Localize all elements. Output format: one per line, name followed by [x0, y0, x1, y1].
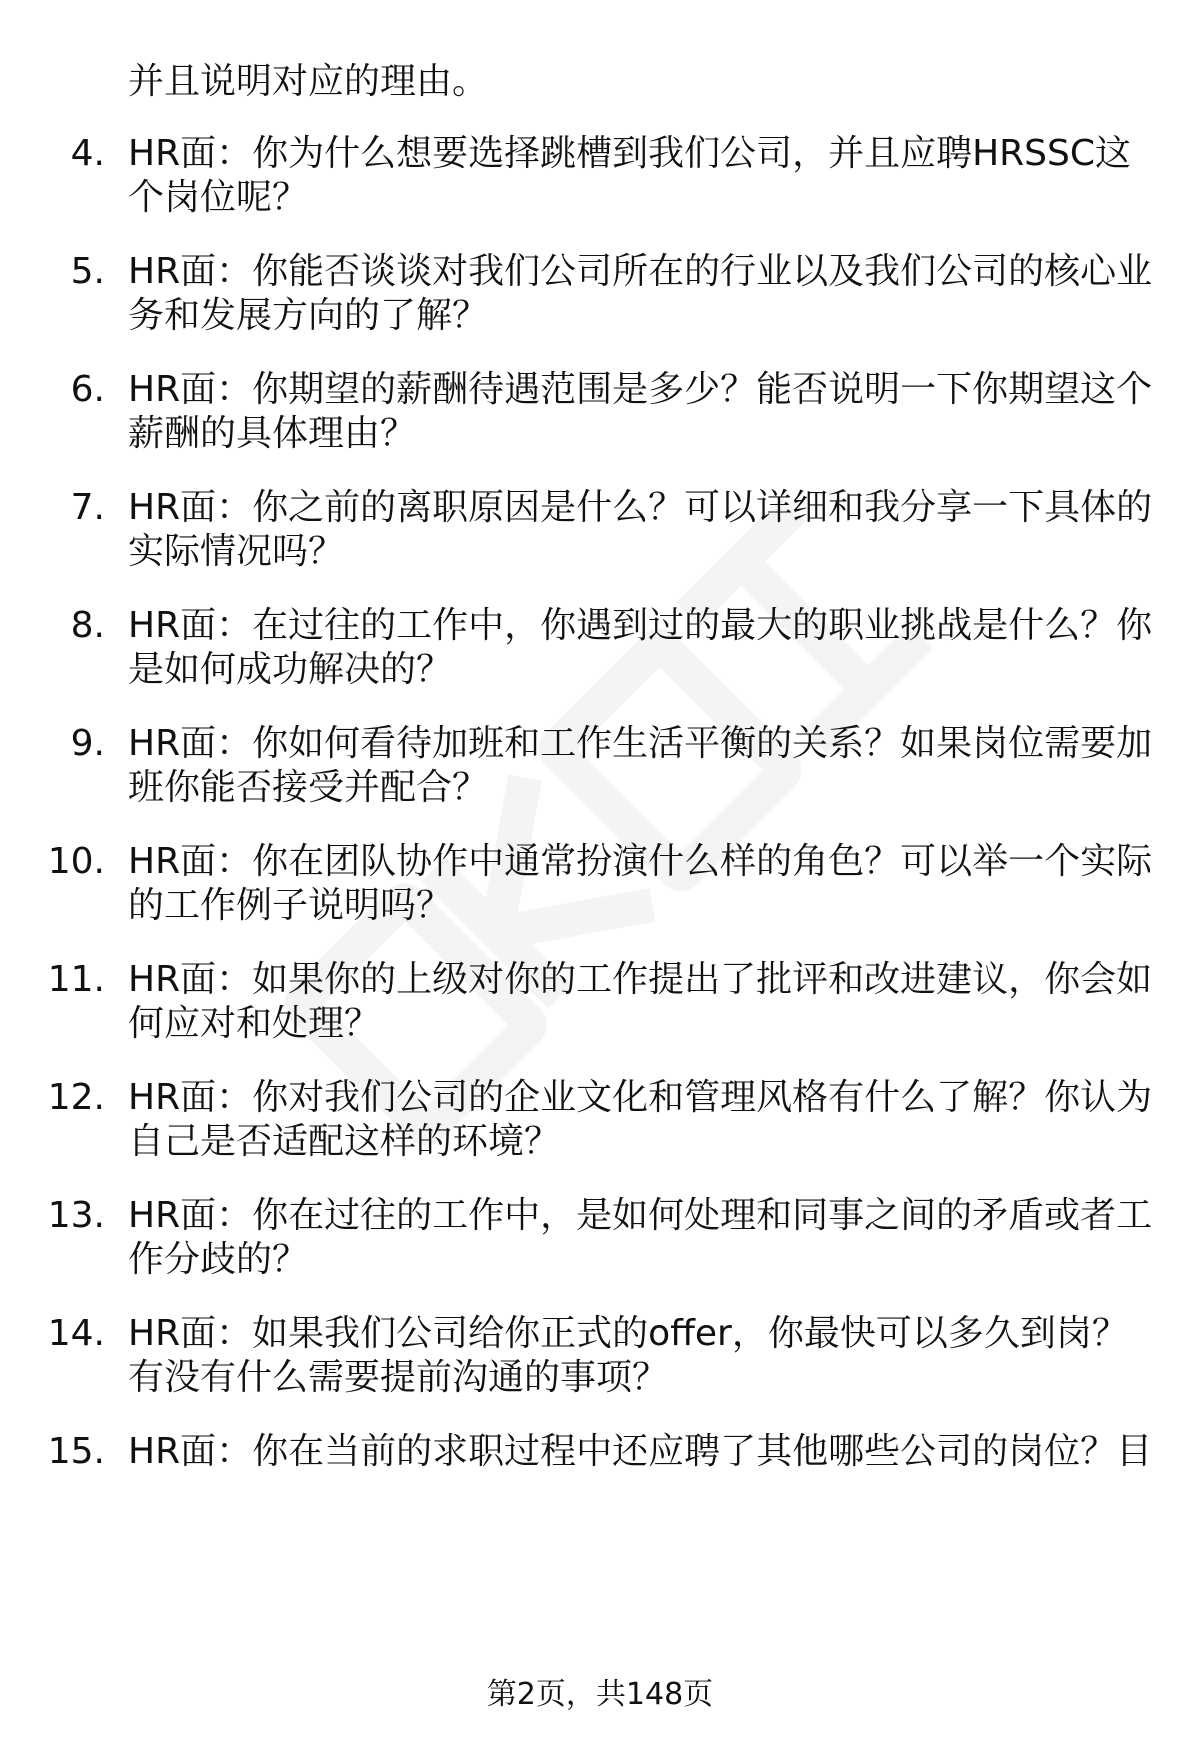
item-number: 10.	[47, 841, 105, 882]
item-number: 15.	[47, 1431, 105, 1472]
item-text-line2: 自己是否适配这样的环境？	[128, 1121, 561, 1162]
item-text-line1: HR面：你在当前的求职过程中还应聘了其他哪些公司的岗位？目	[128, 1431, 1153, 1472]
item-text-line1: HR面：你期望的薪酬待遇范围是多少？能否说明一下你期望这个	[128, 369, 1153, 410]
item-text-line2: 作分歧的？	[128, 1239, 309, 1280]
item-number: 7.	[70, 487, 105, 528]
item-number: 6.	[70, 369, 105, 410]
item-text-line2: 是如何成功解决的？	[128, 649, 453, 690]
page-footer: 第2页，共148页	[486, 1677, 714, 1712]
item-number: 8.	[70, 605, 105, 646]
item-text-line1: HR面：如果你的上级对你的工作提出了批评和改进建议，你会如	[128, 959, 1153, 1000]
item-text-line1: HR面：你能否谈谈对我们公司所在的行业以及我们公司的核心业	[128, 251, 1153, 292]
item-text-line2: 有没有什么需要提前沟通的事项？	[128, 1357, 669, 1398]
item-number: 9.	[70, 723, 105, 764]
item-text-line1: HR面：你在团队协作中通常扮演什么样的角色？可以举一个实际	[128, 841, 1153, 882]
item-text-line2: 的工作例子说明吗？	[128, 885, 453, 926]
item-text-line1: HR面：如果我们公司给你正式的offer，你最快可以多久到岗？	[128, 1313, 1128, 1354]
item-number: 12.	[47, 1077, 105, 1118]
item-text-line2: 务和发展方向的了解？	[128, 295, 489, 336]
item-text-line1: HR面：你对我们公司的企业文化和管理风格有什么了解？你认为	[128, 1077, 1153, 1118]
item-text-line1: HR面：你之前的离职原因是什么？可以详细和我分享一下具体的	[128, 487, 1153, 528]
item-text-line2: 个岗位呢？	[128, 177, 309, 218]
item-text-line1: HR面：你如何看待加班和工作生活平衡的关系？如果岗位需要加	[128, 723, 1153, 764]
item-number: 14.	[47, 1313, 105, 1354]
item-text-line1: HR面：在过往的工作中，你遇到过的最大的职业挑战是什么？你	[128, 605, 1153, 646]
item-number: 11.	[47, 959, 105, 1000]
item-number: 5.	[70, 251, 105, 292]
item-text-line1: HR面：你为什么想要选择跳槽到我们公司，并且应聘HRSSC这	[128, 133, 1132, 174]
item-text-line1: HR面：你在过往的工作中，是如何处理和同事之间的矛盾或者工	[128, 1195, 1153, 1236]
item-text-line2: 薪酬的具体理由？	[128, 413, 417, 454]
item-text-line2: 实际情况吗？	[128, 531, 345, 572]
item-number: 13.	[47, 1195, 105, 1236]
item-number: 4.	[70, 133, 105, 174]
item-text-line2: 何应对和处理？	[128, 1003, 381, 1044]
item-text-line2: 班你能否接受并配合？	[128, 767, 489, 808]
intro-line: 并且说明对应的理由。	[128, 61, 489, 102]
